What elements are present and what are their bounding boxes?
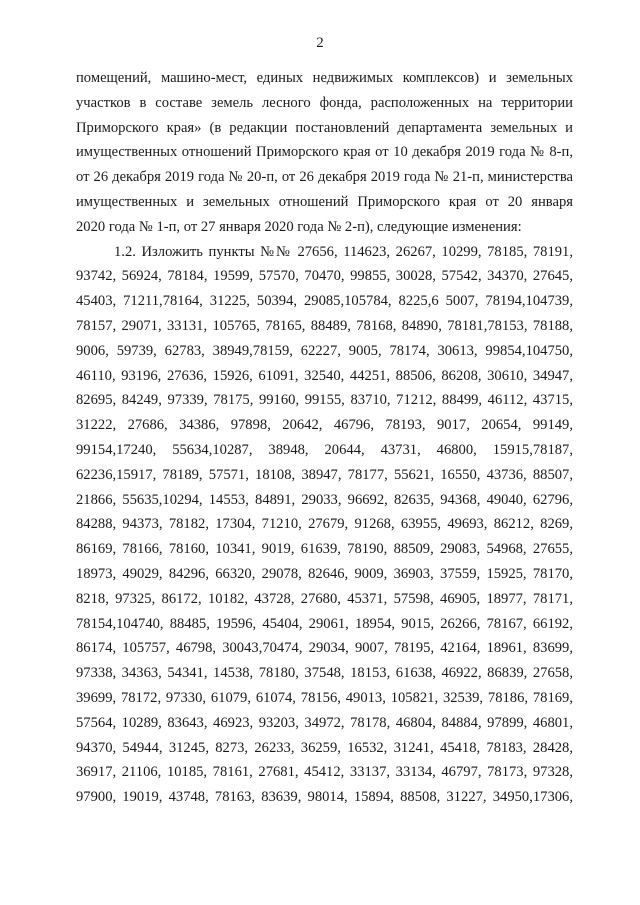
text-line: 82695, 84249, 97339, 78175, 99160, 99155, 83710, 71212, 88499, 46112, 43715,: [76, 392, 573, 409]
document-body: [76, 66, 573, 860]
text-line: 8218, 97325, 86172, 10182, 43728, 27680, 45371, 57598, 46905, 18977, 78171,: [76, 590, 573, 607]
text-line: 9006, 59739, 62783, 38949,78159, 62227, 9005, 78174, 30613, 99854,104750,: [76, 342, 573, 359]
text-line: 99154,17240, 55634,10287, 38948, 20644, 43731, 46800, 15915,78187,: [76, 441, 573, 458]
text-line: [76, 835, 573, 860]
text-line: участков в составе земель лесного фонда, расположенных на территории: [76, 94, 573, 111]
text-line: 36917, 21106, 10185, 78161, 27681, 45412, 33137, 33134, 46797, 78173, 97328,: [76, 764, 573, 781]
text-line: 93742, 56924, 78184, 19599, 57570, 70470, 99855, 30028, 57542, 34370, 27645,: [76, 268, 573, 285]
text-line: 78157, 29071, 33131, 105765, 78165, 88489, 78168, 84890, 78181,78153, 78188,: [76, 317, 573, 334]
text-line: 21866, 55635,10294, 14553, 84891, 29033, 96692, 82635, 94368, 49040, 62796,: [76, 491, 573, 508]
text-line: [76, 810, 573, 835]
text-line: 39699, 78172, 97330, 61079, 61074, 78156, 49013, 105821, 32539, 78186, 78169,: [76, 689, 573, 706]
text-line: Приморского края» (в редакции постановлений департамента земельных и: [76, 119, 573, 136]
text-line: 46110, 93196, 27636, 15926, 61091, 32540, 44251, 88506, 86208, 30610, 34947,: [76, 367, 573, 384]
text-line: 31222, 27686, 34386, 97898, 20642, 46796, 78193, 9017, 20654, 99149,: [76, 417, 573, 434]
text-line: помещений, машино-мест, единых недвижимых комплексов) и земельных: [76, 70, 573, 86]
text-line: 18973, 49029, 84296, 66320, 29078, 82646, 9009, 36903, 37559, 15925, 78170,: [76, 565, 573, 582]
text-line: 84288, 94373, 78182, 17304, 71210, 27679, 91268, 63955, 49693, 86212, 8269,: [76, 516, 573, 533]
text-line: 94370, 54944, 31245, 8273, 26233, 36259, 16532, 31241, 45418, 78183, 28428,: [76, 739, 573, 756]
text-line: 97338, 34363, 54341, 14538, 78180, 37548, 18153, 61638, 46922, 86839, 27658,: [76, 665, 573, 682]
text-line: 62236,15917, 78189, 57571, 18108, 38947, 78177, 55621, 16550, 43736, 88507,: [76, 466, 573, 483]
text-line: имущественных отношений Приморского края от 10 декабря 2019 года № 8-п,: [76, 144, 573, 161]
text-line: 86169, 78166, 78160, 10341, 9019, 61639, 78190, 88509, 29083, 54968, 27655,: [76, 541, 573, 558]
text-line: 57564, 10289, 83643, 46923, 93203, 34972, 78178, 46804, 84884, 97899, 46801,: [76, 714, 573, 731]
text-line: 1.2. Изложить пункты №№ 27656, 114623, 26267, 10299, 78185, 78191,: [114, 243, 573, 260]
text-line: 78154,104740, 88485, 19596, 45404, 29061, 18954, 9015, 26266, 78167, 66192,: [76, 615, 573, 632]
page-number: 2: [316, 35, 324, 51]
text-line: 97900, 19019, 43748, 78163, 83639, 98014, 15894, 88508, 31227, 34950,17306,: [76, 789, 573, 806]
text-line: 2020 года № 1-п, от 27 января 2020 года № 2-п), следующие изменения:: [76, 218, 522, 235]
text-line: имущественных и земельных отношений Приморского края от 20 января: [76, 193, 573, 210]
text-line: 86174, 105757, 46798, 30043,70474, 29034, 9007, 78195, 42164, 18961, 83699,: [76, 640, 573, 657]
text-line: от 26 декабря 2019 года № 20-п, от 26 декабря 2019 года № 21-п, министерства: [76, 169, 573, 186]
text-line: 45403, 71211,78164, 31225, 50394, 29085,105784, 8225,6 5007, 78194,104739,: [76, 293, 573, 310]
